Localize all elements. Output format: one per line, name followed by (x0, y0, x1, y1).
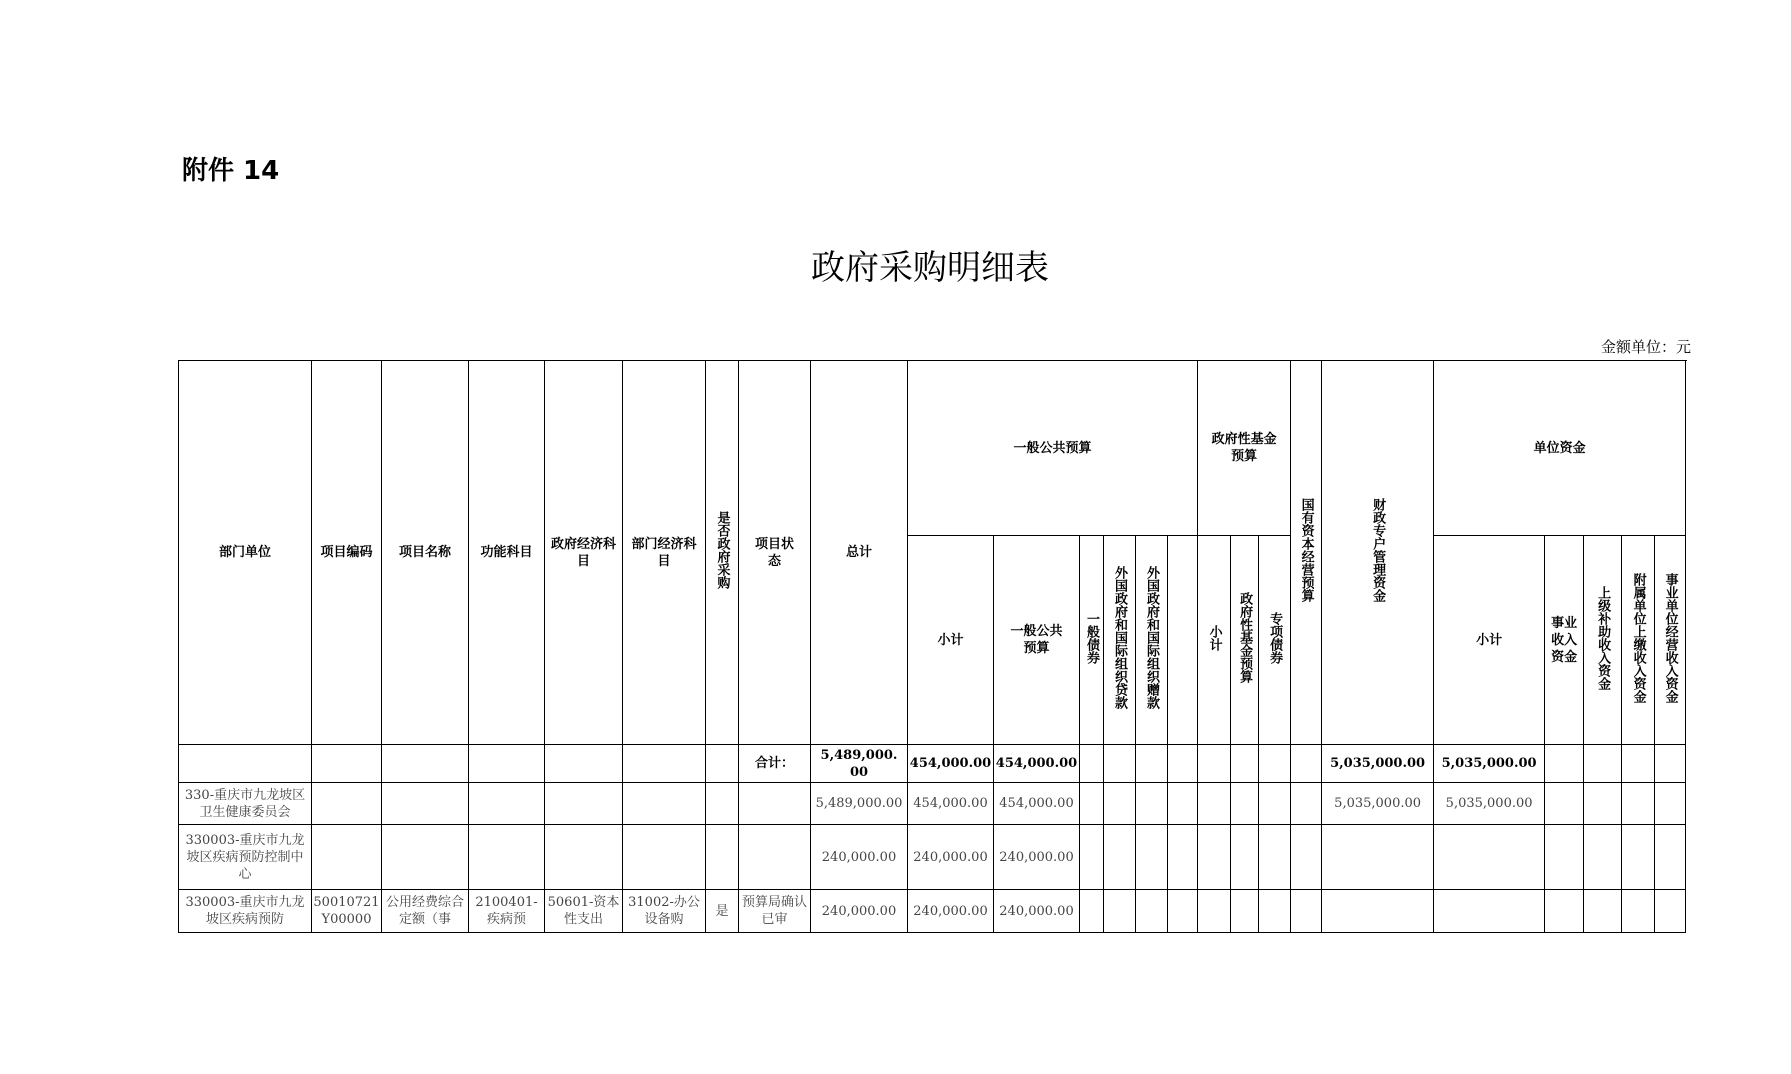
total-cell (1080, 745, 1104, 783)
total-cell (1291, 745, 1322, 783)
row-cell (1291, 783, 1322, 825)
total-cell (1104, 745, 1136, 783)
row-func-subject (469, 825, 545, 890)
header-gb-bond: 一般债券 (1080, 536, 1104, 745)
row-cell (1104, 890, 1136, 933)
row-cell (1291, 825, 1322, 890)
row-project-status: 预算局确认已审 (739, 890, 811, 933)
header-total: 总计 (811, 361, 908, 745)
row-dept: 330003-重庆市九龙坡区疾病预防控制中心 (179, 825, 312, 890)
header-gb-foreign-loan: 外国政府和国际组织贷款 (1104, 536, 1136, 745)
row-uf-business (1434, 825, 1545, 890)
row-cell (1104, 825, 1136, 890)
row-cell (1584, 890, 1622, 933)
header-project-status: 项目状态 (739, 361, 811, 745)
table-row (179, 890, 1686, 933)
row-cell (1259, 783, 1291, 825)
header-gf-bond: 专项债券 (1259, 536, 1291, 745)
row-cell (1080, 825, 1104, 890)
header-func-subject: 功能科目 (469, 361, 545, 745)
total-row (179, 745, 1686, 783)
total-gb-general: 454,000.00 (994, 745, 1080, 783)
header-gb-general: 一般公共预算 (994, 536, 1080, 745)
total-cell (1259, 745, 1291, 783)
row-cell (1136, 783, 1168, 825)
row-cell (1198, 890, 1231, 933)
row-dept: 330-重庆市九龙坡区卫生健康委员会 (179, 783, 312, 825)
total-dept (179, 745, 312, 783)
header-gb-empty (1168, 536, 1198, 745)
row-project-name (382, 825, 469, 890)
total-cell (1198, 745, 1231, 783)
row-gb-subtotal: 240,000.00 (908, 825, 994, 890)
header-project-code: 项目编码 (312, 361, 382, 745)
header-gf-fund: 政府性基金预算 (1231, 536, 1259, 745)
row-total: 5,489,000.00 (811, 783, 908, 825)
total-cell (1584, 745, 1622, 783)
row-project-status (739, 825, 811, 890)
header-state-capital: 国有资本经营预算 (1291, 361, 1322, 745)
total-uf-business: 5,035,000.00 (1434, 745, 1545, 783)
row-cell (1198, 825, 1231, 890)
row-project-name: 公用经费综合定额（事 (382, 890, 469, 933)
header-gov-fund-budget: 政府性基金预算 (1198, 361, 1291, 536)
row-cell (1168, 890, 1198, 933)
row-cell (1622, 890, 1655, 933)
header-row-1 (179, 361, 1686, 536)
header-dept-econ: 部门经济科目 (623, 361, 706, 745)
row-cell (1584, 825, 1622, 890)
row-total: 240,000.00 (811, 890, 908, 933)
row-total: 240,000.00 (811, 825, 908, 890)
row-gb-general: 240,000.00 (994, 825, 1080, 890)
header-unit-funds: 单位资金 (1434, 361, 1686, 536)
row-gb-subtotal: 240,000.00 (908, 890, 994, 933)
header-uf-subtotal: 小计 (1434, 536, 1545, 745)
header-is-gov-purchase: 是否政府采购 (706, 361, 739, 745)
total-uf-subtotal: 5,035,000.00 (1322, 745, 1434, 783)
total-cell (1168, 745, 1198, 783)
row-project-code: 50010721Y00000 (312, 890, 382, 933)
row-gb-general: 454,000.00 (994, 783, 1080, 825)
row-cell (1198, 783, 1231, 825)
header-uf-affiliated: 附属单位上缴收入资金 (1622, 536, 1655, 745)
total-cell (1136, 745, 1168, 783)
unit-note: 金额单位：元 (1600, 338, 1691, 356)
row-cell (1104, 783, 1136, 825)
header-uf-operating: 事业单位经营收入资金 (1655, 536, 1686, 745)
row-gb-general: 240,000.00 (994, 890, 1080, 933)
row-cell (1168, 783, 1198, 825)
row-project-code (312, 825, 382, 890)
total-cell (1622, 745, 1655, 783)
header-gf-subtotal: 小计 (1198, 536, 1231, 745)
row-cell (1136, 890, 1168, 933)
table-row (179, 783, 1686, 825)
total-cell (469, 745, 545, 783)
procurement-table (178, 360, 1686, 933)
row-dept: 330003-重庆市九龙坡区疾病预防 (179, 890, 312, 933)
header-fiscal-special: 财政专户管理资金 (1322, 361, 1434, 745)
row-uf-subtotal (1322, 890, 1434, 933)
row-func-subject: 2100401-疾病预 (469, 890, 545, 933)
header-general-budget: 一般公共预算 (908, 361, 1198, 536)
total-cell (1231, 745, 1259, 783)
total-cell (545, 745, 623, 783)
row-cell (1231, 783, 1259, 825)
header-uf-business: 事业收入资金 (1545, 536, 1584, 745)
row-gb-subtotal: 454,000.00 (908, 783, 994, 825)
row-gov-econ (545, 825, 623, 890)
total-cell (1545, 745, 1584, 783)
row-cell (1136, 825, 1168, 890)
row-uf-business (1434, 890, 1545, 933)
total-label: 合计： (739, 745, 811, 783)
page-title: 政府采购明细表 (811, 248, 1049, 288)
row-cell (1168, 825, 1198, 890)
row-uf-business: 5,035,000.00 (1434, 783, 1545, 825)
row-cell (1259, 890, 1291, 933)
total-total: 5,489,000.00 (811, 745, 908, 783)
row-is-gov-purchase (706, 825, 739, 890)
row-cell (1291, 890, 1322, 933)
row-cell (1259, 825, 1291, 890)
total-cell (382, 745, 469, 783)
row-dept-econ (623, 783, 706, 825)
row-cell (1584, 783, 1622, 825)
header-dept: 部门单位 (179, 361, 312, 745)
total-cell (706, 745, 739, 783)
total-cell (1655, 745, 1686, 783)
total-gb-subtotal: 454,000.00 (908, 745, 994, 783)
row-dept-econ: 31002-办公设备购 (623, 890, 706, 933)
row-dept-econ (623, 825, 706, 890)
row-uf-subtotal (1322, 825, 1434, 890)
total-cell (623, 745, 706, 783)
total-cell (312, 745, 382, 783)
header-gov-econ: 政府经济科目 (545, 361, 623, 745)
row-cell (1655, 783, 1686, 825)
row-is-gov-purchase: 是 (706, 890, 739, 933)
row-cell (1545, 825, 1584, 890)
header-project-name: 项目名称 (382, 361, 469, 745)
row-gov-econ: 50601-资本性支出 (545, 890, 623, 933)
row-cell (1231, 890, 1259, 933)
row-uf-subtotal: 5,035,000.00 (1322, 783, 1434, 825)
row-cell (1622, 783, 1655, 825)
row-cell (1080, 783, 1104, 825)
attachment-label: 附件 14 (182, 156, 280, 186)
row-cell (1231, 825, 1259, 890)
row-cell (1655, 890, 1686, 933)
row-cell (1545, 890, 1584, 933)
row-cell (1622, 825, 1655, 890)
row-cell (1545, 783, 1584, 825)
header-gb-subtotal: 小计 (908, 536, 994, 745)
row-is-gov-purchase (706, 783, 739, 825)
row-cell (1655, 825, 1686, 890)
header-uf-superior: 上级补助收入资金 (1584, 536, 1622, 745)
row-project-code (312, 783, 382, 825)
row-project-name (382, 783, 469, 825)
row-func-subject (469, 783, 545, 825)
row-project-status (739, 783, 811, 825)
row-cell (1080, 890, 1104, 933)
table-row (179, 825, 1686, 890)
row-gov-econ (545, 783, 623, 825)
header-gb-foreign-grant: 外国政府和国际组织赠款 (1136, 536, 1168, 745)
